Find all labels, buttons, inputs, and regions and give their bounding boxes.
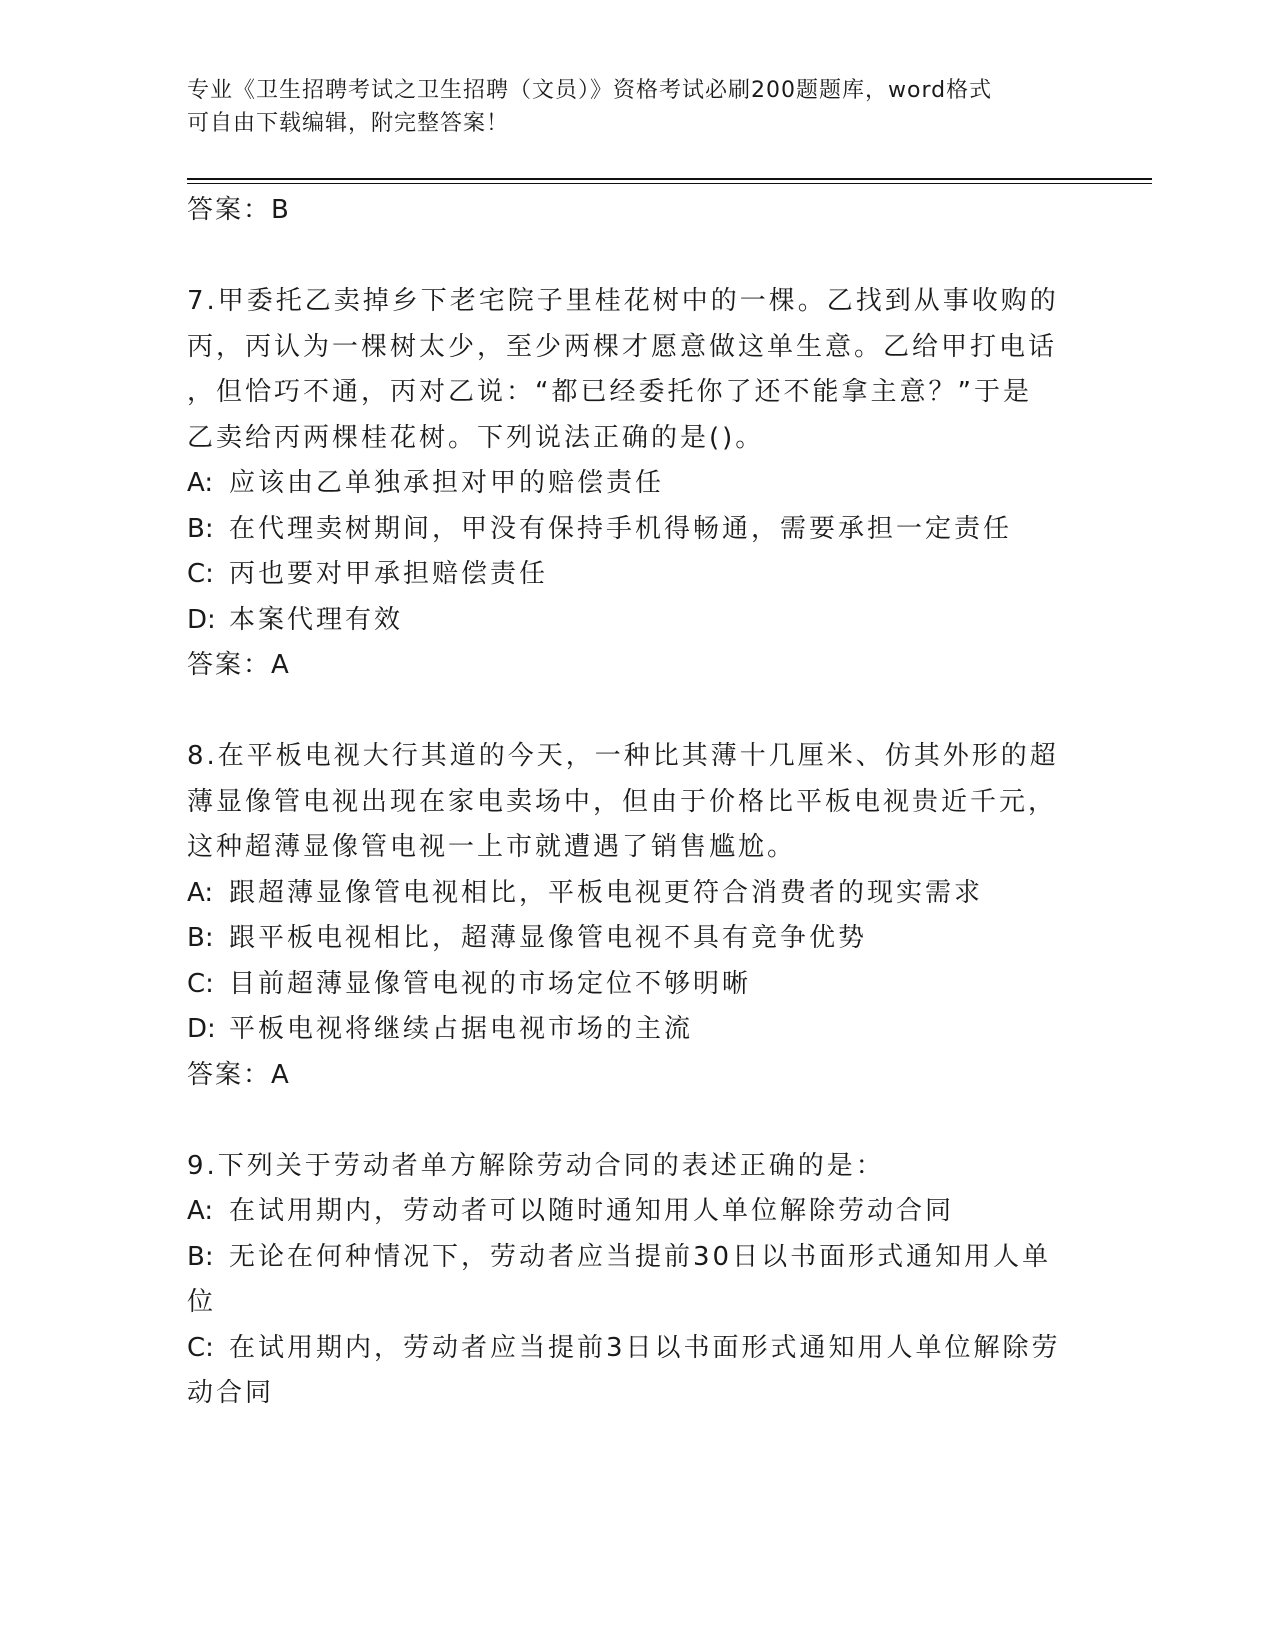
option-text: 无论在何种情况下，劳动者应当提前30日以书面形式通知用人单 [229,1241,1052,1272]
option-label: C: [187,559,214,589]
answer-previous: 答案：B [187,195,291,225]
option-b [187,507,1067,553]
option-label: A: [187,1196,214,1226]
header-line-1: 专业《卫生招聘考试之卫生招聘（文员）》资格考试必刷200题题库，word格式 [187,78,993,103]
question-stem-line: 薄显像管电视出现在家电卖场中，但由于价格比平板电视贵近千元， [187,786,1058,817]
question-content [187,188,1067,1417]
option-text: 在试用期内，劳动者应当提前3日以书面形式通知用人单位解除劳 [229,1332,1061,1363]
option-label: A: [187,877,214,908]
header-rule-thin [187,183,1152,184]
page-header [187,74,1067,140]
question-9 [187,1144,1067,1417]
option-b-continued: 位 [187,1287,217,1317]
question-7 [187,279,1067,689]
option-label: D: [187,604,216,635]
question-stem-line: ，但恰巧不通，丙对乙说：“都已经委托你了还不能拿主意？”于是 [187,377,1032,407]
option-label: B: [187,513,214,544]
option-label: D: [187,1014,216,1044]
option-c [187,1326,1067,1372]
option-text: 平板电视将继续占据电视市场的主流 [229,1014,694,1044]
question-8 [187,734,1067,1098]
option-text: 在试用期内，劳动者可以随时通知用人单位解除劳动合同 [229,1196,955,1226]
option-text: 目前超薄显像管电视的市场定位不够明晰 [229,968,752,999]
answer-8: 答案：A [187,1059,291,1090]
option-label: B: [187,1241,214,1272]
option-c [187,552,1067,598]
spacer [187,689,1067,735]
option-text: 本案代理有效 [229,604,404,635]
option-text: 应该由乙单独承担对甲的赔偿责任 [229,468,665,498]
option-text: 跟平板电视相比，超薄显像管电视不具有竞争优势 [229,923,868,953]
option-d [187,598,1067,644]
option-label: A: [187,468,214,498]
option-text: 跟超薄显像管电视相比，平板电视更符合消费者的现实需求 [229,877,984,908]
option-label: C: [187,968,214,999]
option-a [187,461,1067,507]
answer-7: 答案：A [187,650,291,680]
option-label: C: [187,1332,214,1363]
question-stem-line: 乙卖给丙两棵桂花树。下列说法正确的是()。 [187,422,765,453]
header-line-2: 可自由下载编辑，附完整答案！ [187,111,510,136]
option-text: 丙也要对甲承担赔偿责任 [229,559,549,589]
question-stem-line: 8.在平板电视大行其道的今天，一种比其薄十几厘米、仿其外形的超 [187,741,1059,771]
option-b [187,916,1067,962]
option-text: 在代理卖树期间，甲没有保持手机得畅通，需要承担一定责任 [229,513,1013,544]
option-d [187,1007,1067,1053]
spacer [187,234,1067,280]
option-c-continued: 动合同 [187,1378,275,1408]
question-stem-line: 这种超薄显像管电视一上市就遭遇了销售尴尬。 [187,832,797,862]
option-a [187,1189,1067,1235]
option-label: B: [187,923,214,953]
question-stem-line: 7.甲委托乙卖掉乡下老宅院子里桂花树中的一棵。乙找到从事收购的 [187,286,1059,316]
spacer [187,1098,1067,1144]
option-a [187,871,1067,917]
option-b [187,1235,1067,1281]
question-stem-line: 9.下列关于劳动者单方解除劳动合同的表述正确的是： [187,1150,885,1181]
question-stem-line: 丙，丙认为一棵树太少，至少两棵才愿意做这单生意。乙给甲打电话 [187,331,1058,362]
header-rule-thick [187,178,1152,180]
option-c [187,962,1067,1008]
